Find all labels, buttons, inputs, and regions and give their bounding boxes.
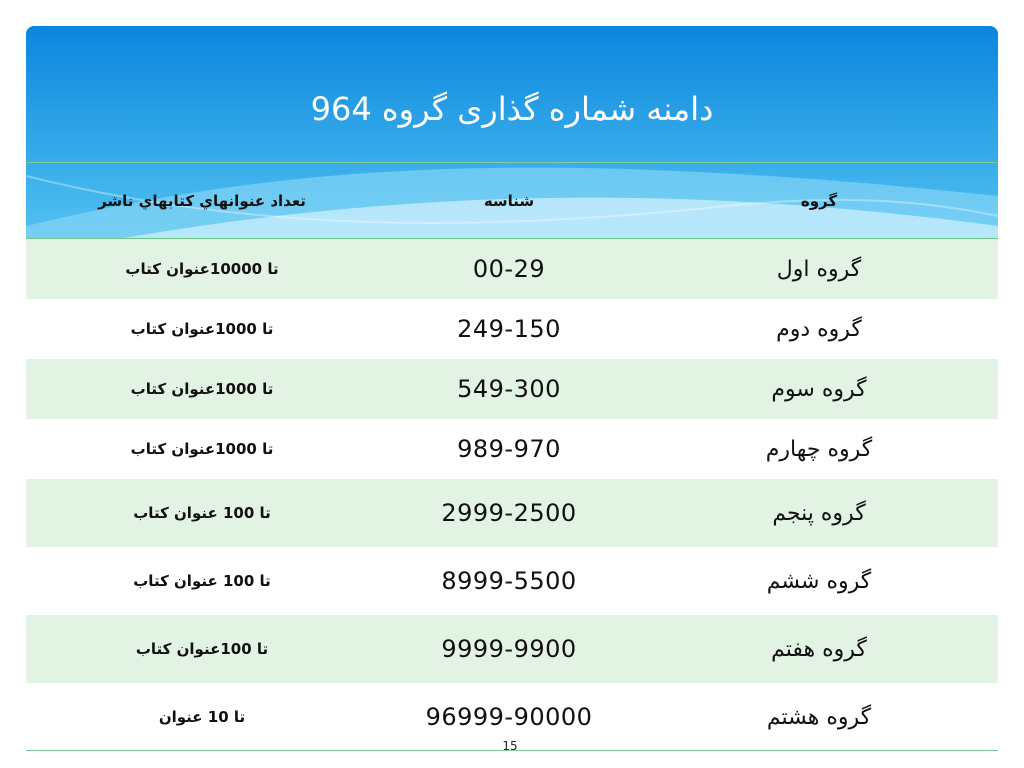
cell-group: گروه پنجم bbox=[772, 500, 866, 526]
cell-id: 00-29 bbox=[472, 255, 546, 283]
cell-id: 989-970 bbox=[457, 435, 561, 463]
cell-id: 96999-90000 bbox=[425, 703, 593, 731]
cell-count: تا 10 عنوان bbox=[158, 708, 246, 726]
table-row bbox=[26, 419, 998, 479]
cell-group: گروه چهارم bbox=[765, 436, 873, 462]
cell-group: گروه دوم bbox=[776, 316, 862, 342]
cell-id: 549-300 bbox=[457, 375, 561, 403]
cell-group: گروه اول bbox=[776, 256, 862, 282]
page-number: 15 bbox=[502, 739, 518, 753]
cell-count: تا 100 عنوان كتاب bbox=[133, 572, 271, 590]
cell-count: تا 100عنوان كتاب bbox=[135, 640, 269, 658]
table-header-row bbox=[26, 163, 998, 239]
header-count: تعداد عنوانهاي كتابهاي ناشر bbox=[98, 191, 306, 210]
cell-group: گروه هشتم bbox=[766, 704, 872, 730]
cell-id: 249-150 bbox=[457, 315, 561, 343]
slide-title: دامنه شماره گذاری گروه 964 bbox=[310, 90, 714, 128]
header-id: شناسه bbox=[483, 191, 535, 210]
cell-id: 2999-2500 bbox=[441, 499, 577, 527]
cell-count: تا 1000عنوان كتاب bbox=[130, 320, 274, 338]
header-group: گروه bbox=[800, 191, 838, 210]
cell-count: تا 100 عنوان كتاب bbox=[133, 504, 271, 522]
cell-group: گروه سوم bbox=[771, 376, 867, 402]
cell-group: گروه هفتم bbox=[771, 636, 867, 662]
table-row bbox=[26, 299, 998, 359]
table-row bbox=[26, 479, 998, 547]
cell-id: 8999-5500 bbox=[441, 567, 577, 595]
table-row bbox=[26, 239, 998, 299]
numbering-table bbox=[26, 162, 998, 751]
table-row bbox=[26, 359, 998, 419]
cell-count: تا 1000عنوان كتاب bbox=[130, 380, 274, 398]
cell-id: 9999-9900 bbox=[441, 635, 577, 663]
table-row bbox=[26, 547, 998, 615]
cell-group: گروه ششم bbox=[766, 568, 872, 594]
cell-count: تا 10000عنوان كتاب bbox=[125, 260, 279, 278]
cell-count: تا 1000عنوان كتاب bbox=[130, 440, 274, 458]
table-row bbox=[26, 615, 998, 683]
